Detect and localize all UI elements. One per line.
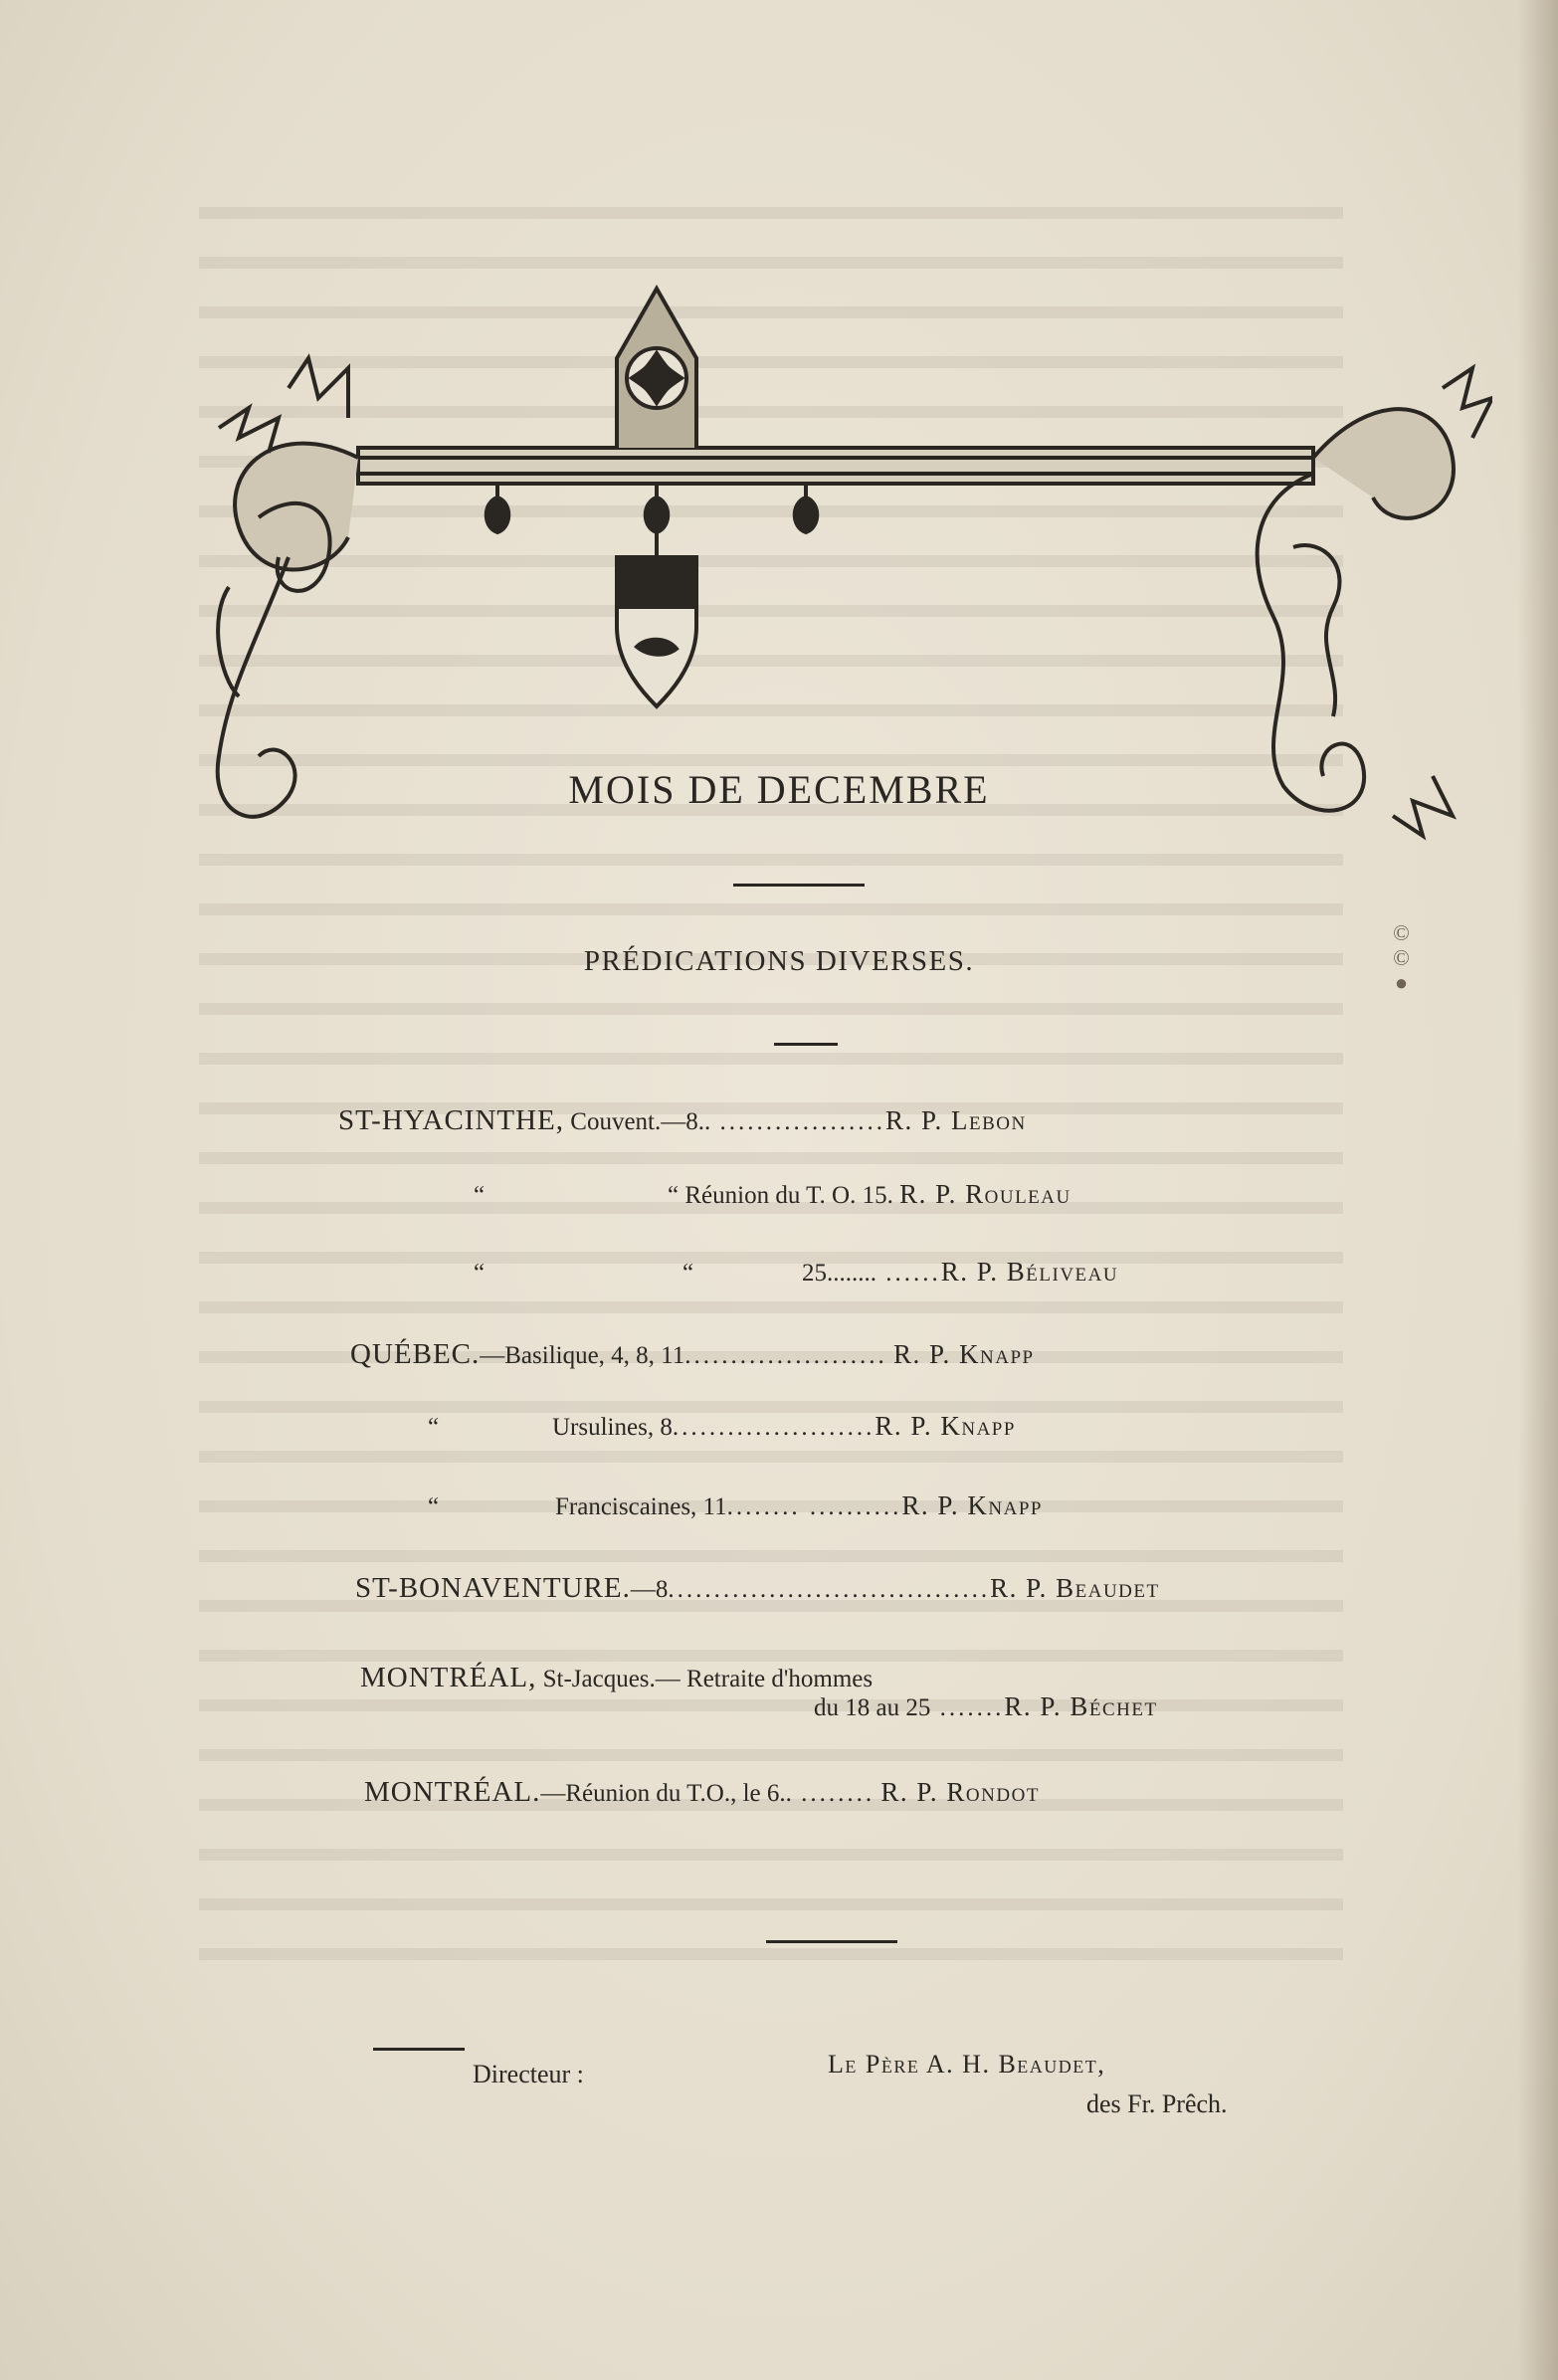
page-title: MOIS DE DECEMBRE (568, 767, 990, 812)
director-label: Directeur : (473, 2060, 584, 2088)
ditto-mark: “ (428, 1414, 440, 1441)
director-rule (373, 2048, 465, 2051)
entry-leader-dots: ...................... (684, 1342, 887, 1369)
entry-preacher: R. P. Knapp (875, 1411, 1016, 1441)
entry-detail: 25........ (802, 1260, 876, 1287)
entry-row (364, 1776, 1040, 1809)
section-subtitle: PRÉDICATIONS DIVERSES. (583, 945, 975, 977)
entry-preacher: R. P. Rouleau (899, 1179, 1071, 1209)
margin-marks: ©©● (1389, 920, 1414, 995)
entry-row (474, 1179, 1071, 1210)
ditto-mark: “ (682, 1260, 694, 1287)
entry-preacher: R. P. Béchet (1004, 1691, 1158, 1721)
entry-preacher: R. P. Lebon (885, 1105, 1027, 1135)
entry-row (355, 1572, 1160, 1605)
entry-detail: —Basilique, 4, 8, 11 (480, 1342, 685, 1369)
entry-detail: Franciscaines, 11 (555, 1493, 727, 1520)
entry-city: MONTRÉAL. (364, 1776, 541, 1808)
entry-detail: —8 (630, 1576, 669, 1603)
entry-preacher: R. P. Beaudet (990, 1573, 1160, 1603)
entry-row-continuation (814, 1691, 1158, 1722)
entry-preacher: R. P. Knapp (893, 1339, 1035, 1369)
entry-city: ST-BONAVENTURE. (355, 1572, 631, 1604)
entry-leader-dots: ...... (876, 1260, 941, 1287)
director-name: Le Père A. H. Beaudet, (828, 2050, 1106, 2079)
entry-city: MONTRÉAL, (360, 1662, 537, 1693)
entry-leader-dots: ....... (930, 1694, 1005, 1721)
entry-leader-dots: ...................... (672, 1414, 876, 1441)
entry-city: ST-HYACINTHE, (338, 1104, 565, 1136)
entry-leader-dots: ................................... (668, 1576, 991, 1603)
entry-row (360, 1662, 873, 1694)
footer-divider (766, 1940, 897, 1943)
entry-row (338, 1104, 1027, 1137)
entry-row (474, 1257, 1118, 1288)
entry-preacher: R. P. Rondot (880, 1777, 1040, 1807)
entry-detail: “ Réunion du T. O. 15. (668, 1182, 893, 1209)
entry-row (428, 1411, 1016, 1442)
ditto-mark: “ (428, 1493, 440, 1520)
entry-detail: Couvent.—8.. (564, 1108, 711, 1135)
entry-preacher: R. P. Knapp (901, 1490, 1043, 1520)
ditto-mark: “ (474, 1260, 486, 1287)
entry-preacher: R. P. Béliveau (940, 1257, 1119, 1287)
page-edge-shadow (1518, 0, 1558, 2380)
title-divider (733, 884, 865, 887)
subtitle-divider (774, 1043, 838, 1046)
entry-row (428, 1490, 1043, 1521)
entry-row (350, 1338, 1035, 1371)
entry-leader-dots: .................. (710, 1108, 885, 1135)
ditto-mark: “ (474, 1182, 486, 1209)
entry-leader-dots: ........ .......... (726, 1493, 902, 1520)
entry-leader-dots: ........ (791, 1780, 876, 1807)
entry-detail: Ursulines, 8 (552, 1414, 673, 1441)
director-order: des Fr. Prêch. (1086, 2089, 1228, 2118)
entry-city: QUÉBEC. (350, 1338, 481, 1370)
entry-detail: —Réunion du T.O., le 6.. (540, 1780, 792, 1807)
entry-detail: du 18 au 25 (814, 1694, 931, 1721)
entry-detail: St-Jacques.— Retraite d'hommes (536, 1666, 874, 1692)
